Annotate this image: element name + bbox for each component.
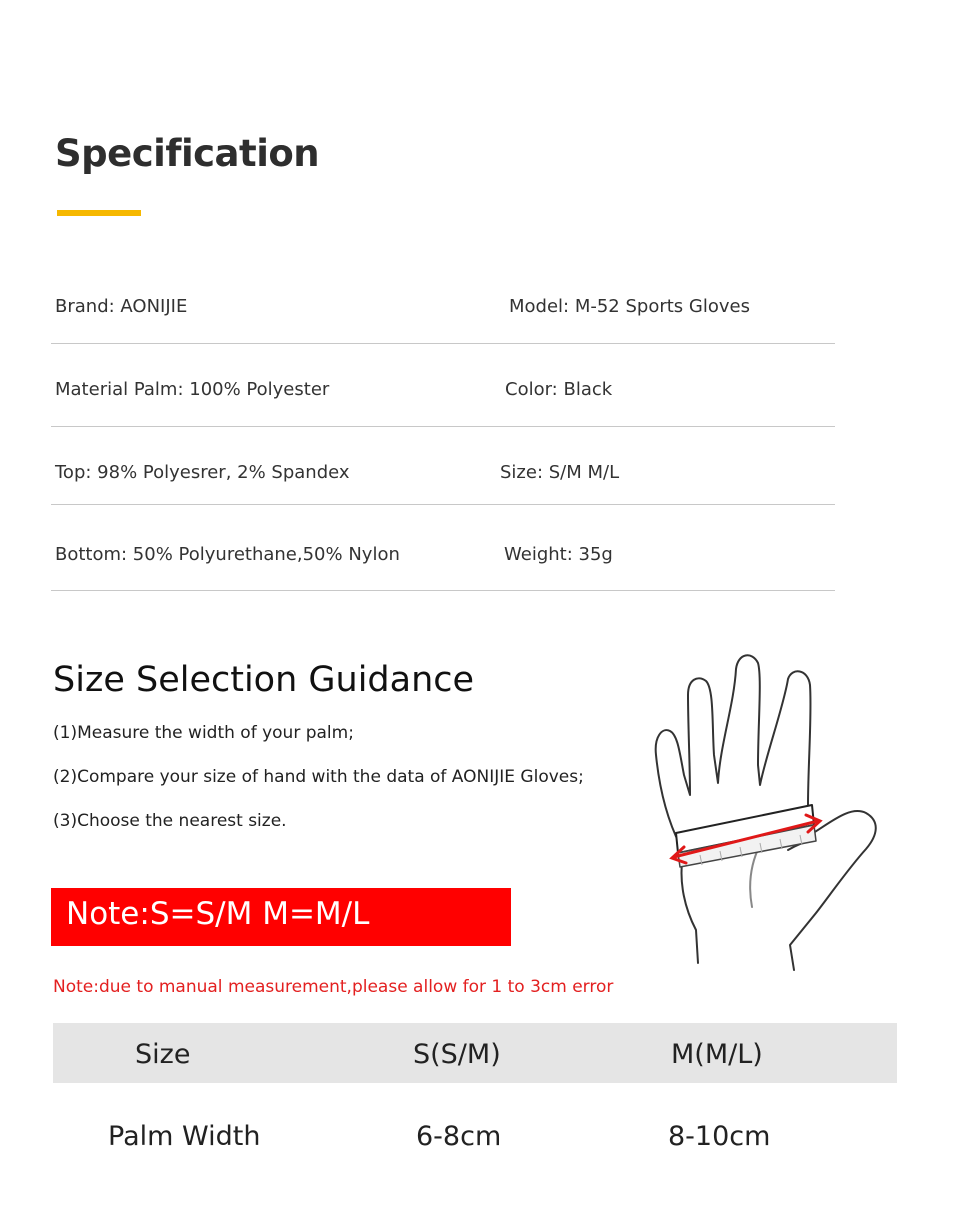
table-cell-palm-width: Palm Width — [108, 1121, 261, 1152]
guidance-step: (1)Measure the width of your palm; — [53, 723, 354, 743]
spec-size: Size: S/M M/L — [500, 462, 620, 483]
spec-brand: Brand: AONIJIE — [55, 296, 188, 317]
page-title: Specification — [55, 132, 320, 175]
table-header-size: Size — [135, 1039, 191, 1070]
size-note-banner — [51, 888, 511, 946]
spec-weight: Weight: 35g — [504, 544, 613, 565]
guidance-title: Size Selection Guidance — [53, 660, 475, 700]
hand-palm-measure-icon — [640, 645, 900, 975]
spec-divider — [51, 590, 835, 591]
spec-divider — [51, 343, 835, 344]
guidance-step: (2)Compare your size of hand with the data of AONIJIE Gloves; — [53, 767, 584, 787]
measurement-disclaimer: Note:due to manual measurement,please allow for 1 to 3cm error — [53, 977, 614, 997]
size-note-text: Note:S=S/M M=M/L — [66, 896, 370, 932]
title-accent-bar — [57, 210, 141, 216]
spec-model: Model: M-52 Sports Gloves — [509, 296, 750, 317]
spec-bottom: Bottom: 50% Polyurethane,50% Nylon — [55, 544, 400, 565]
spec-material: Material Palm: 100% Polyester — [55, 379, 330, 400]
table-cell-ml-value: 8-10cm — [668, 1121, 771, 1152]
guidance-step: (3)Choose the nearest size. — [53, 811, 287, 831]
spec-color: Color: Black — [505, 379, 613, 400]
spec-divider — [51, 426, 835, 427]
spec-divider — [51, 504, 835, 505]
table-cell-sm-value: 6-8cm — [416, 1121, 502, 1152]
spec-top: Top: 98% Polyesrer, 2% Spandex — [55, 462, 350, 483]
table-header-sm: S(S/M) — [413, 1039, 501, 1070]
table-header-ml: M(M/L) — [671, 1039, 763, 1070]
